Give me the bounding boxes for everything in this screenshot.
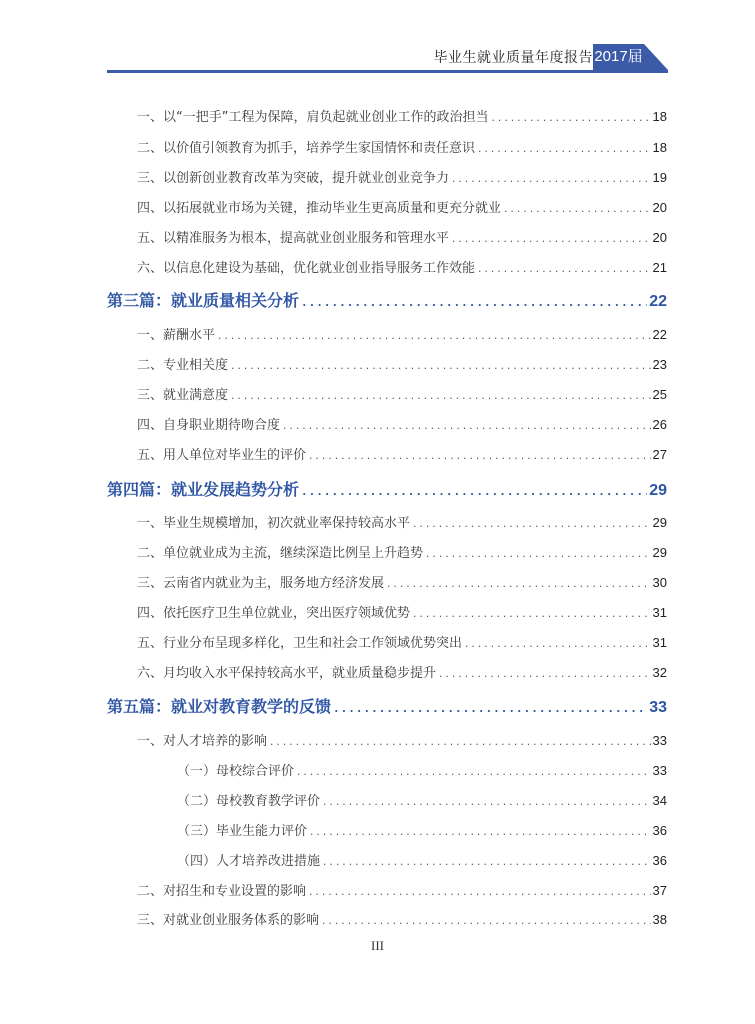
report-title: 毕业生就业质量年度报告 bbox=[433, 50, 593, 66]
toc-page-number[interactable]: 36 bbox=[652, 853, 667, 868]
toc-entry-title[interactable]: 三、以创新创业教育改革为突破，提升就业创业竞争力 bbox=[137, 171, 450, 186]
toc-page-number[interactable]: 37 bbox=[652, 883, 667, 898]
toc-entry bbox=[137, 137, 667, 156]
toc-entry-title[interactable]: （二）母校教育教学评价 bbox=[177, 794, 321, 809]
toc-page-number[interactable]: 20 bbox=[652, 200, 667, 215]
toc-leader-dots bbox=[230, 362, 651, 372]
toc-entry bbox=[137, 880, 667, 899]
toc-entry-title[interactable]: 一、以“一把手”工程为保障，肩负起就业创业工作的政治担当 bbox=[137, 110, 489, 125]
toc-leader-dots bbox=[296, 768, 651, 778]
toc-entry bbox=[137, 572, 667, 591]
toc-page-number[interactable]: 20 bbox=[652, 230, 667, 245]
toc-entry bbox=[137, 197, 667, 216]
toc-entry-title[interactable]: 一、毕业生规模增加，初次就业率保持较高水平 bbox=[137, 516, 411, 531]
toc-leader-dots bbox=[282, 422, 651, 432]
toc-leader-dots bbox=[451, 235, 651, 245]
toc-page-number[interactable]: 22 bbox=[652, 327, 667, 342]
toc-entry bbox=[137, 414, 667, 433]
toc-page-number[interactable]: 26 bbox=[652, 417, 667, 432]
toc-page-number[interactable]: 18 bbox=[652, 140, 667, 155]
toc-part-heading bbox=[107, 288, 667, 311]
toc-entry bbox=[137, 909, 667, 928]
toc-subentry bbox=[177, 760, 667, 779]
toc-entry-title[interactable]: 二、对招生和专业设置的影响 bbox=[137, 884, 307, 899]
toc-subentry bbox=[177, 850, 667, 869]
toc-leader-dots bbox=[322, 858, 651, 868]
toc-entry-title[interactable]: 第五篇：就业对教育教学的反馈 bbox=[107, 697, 332, 716]
toc-entry-title[interactable]: 三、云南省内就业为主，服务地方经济发展 bbox=[137, 576, 385, 591]
toc-entry bbox=[137, 257, 667, 276]
toc-entry-title[interactable]: 第三篇：就业质量相关分析 bbox=[107, 291, 300, 310]
toc-entry-title[interactable]: 三、对就业创业服务体系的影响 bbox=[137, 913, 320, 928]
toc-entry bbox=[137, 384, 667, 403]
toc-entry-title[interactable]: 四、以拓展就业市场为关键，推动毕业生更高质量和更充分就业 bbox=[137, 201, 502, 216]
toc-entry-title[interactable]: 四、自身职业期待吻合度 bbox=[137, 418, 281, 433]
toc-leader-dots bbox=[217, 332, 651, 342]
toc-leader-dots bbox=[438, 670, 651, 680]
toc-page-number[interactable]: 31 bbox=[652, 605, 667, 620]
toc-page-number[interactable]: 25 bbox=[652, 387, 667, 402]
page-number: III bbox=[371, 938, 384, 953]
toc-page-number[interactable]: 27 bbox=[652, 447, 667, 462]
toc-entry bbox=[137, 632, 667, 651]
year-badge: 2017届 bbox=[593, 44, 644, 70]
toc-page-number[interactable]: 36 bbox=[652, 823, 667, 838]
toc-leader-dots bbox=[464, 640, 651, 650]
toc-page-number[interactable]: 19 bbox=[652, 170, 667, 185]
toc-page-number[interactable]: 38 bbox=[652, 912, 667, 927]
toc-page-number[interactable]: 33 bbox=[652, 733, 667, 748]
toc-entry bbox=[137, 354, 667, 373]
toc-entry-title[interactable]: 一、薪酬水平 bbox=[137, 328, 216, 343]
toc-leader-dots bbox=[386, 580, 651, 590]
toc-subentry bbox=[177, 820, 667, 839]
toc-subentry bbox=[177, 790, 667, 809]
toc-part-heading bbox=[107, 477, 667, 500]
toc-page-number[interactable]: 32 bbox=[652, 665, 667, 680]
toc-page-number[interactable]: 30 bbox=[652, 575, 667, 590]
toc-leader-dots bbox=[333, 702, 647, 715]
toc-leader-dots bbox=[425, 550, 651, 560]
toc-entry-title[interactable]: （三）毕业生能力评价 bbox=[177, 824, 308, 839]
toc-part-heading bbox=[107, 694, 667, 717]
header-triangle-decoration bbox=[644, 44, 668, 70]
toc-entry-title[interactable]: 二、专业相关度 bbox=[137, 358, 229, 373]
toc-entry bbox=[137, 324, 667, 343]
toc-page-number[interactable]: 29 bbox=[652, 545, 667, 560]
toc-leader-dots bbox=[301, 485, 647, 498]
toc-page-number[interactable]: 29 bbox=[649, 482, 667, 499]
toc-leader-dots bbox=[308, 452, 651, 462]
toc-leader-dots bbox=[451, 175, 651, 185]
toc-entry-title[interactable]: 六、月均收入水平保持较高水平，就业质量稳步提升 bbox=[137, 666, 437, 681]
toc-entry-title[interactable]: 四、依托医疗卫生单位就业，突出医疗领域优势 bbox=[137, 606, 411, 621]
toc-entry bbox=[137, 512, 667, 531]
toc-page-number[interactable]: 33 bbox=[652, 763, 667, 778]
toc-entry bbox=[137, 227, 667, 246]
toc-leader-dots bbox=[412, 610, 651, 620]
header-rule bbox=[107, 70, 668, 73]
toc-page-number[interactable]: 18 bbox=[652, 109, 667, 124]
toc-leader-dots bbox=[230, 392, 651, 402]
toc-page-number[interactable]: 29 bbox=[652, 515, 667, 530]
toc-page-number[interactable]: 33 bbox=[649, 699, 667, 716]
toc-entry bbox=[137, 444, 667, 463]
toc-entry bbox=[137, 662, 667, 681]
toc-leader-dots bbox=[412, 520, 651, 530]
toc-entry bbox=[137, 602, 667, 621]
toc-page-number[interactable]: 34 bbox=[652, 793, 667, 808]
toc-leader-dots bbox=[308, 888, 651, 898]
toc-entry bbox=[137, 730, 667, 749]
toc-entry bbox=[137, 542, 667, 561]
toc-page-number[interactable]: 22 bbox=[649, 293, 667, 310]
toc-entry-title[interactable]: 六、以信息化建设为基础，优化就业创业指导服务工作效能 bbox=[137, 261, 476, 276]
toc-leader-dots bbox=[321, 917, 651, 927]
toc-page-number[interactable]: 21 bbox=[652, 260, 667, 275]
toc-leader-dots bbox=[309, 828, 651, 838]
toc-entry-title[interactable]: 一、对人才培养的影响 bbox=[137, 734, 268, 749]
toc-page-number[interactable]: 23 bbox=[652, 357, 667, 372]
toc-page-number[interactable]: 31 bbox=[652, 635, 667, 650]
toc-entry bbox=[137, 167, 667, 186]
toc-leader-dots bbox=[322, 798, 651, 808]
toc-entry-title[interactable]: 三、就业满意度 bbox=[137, 388, 229, 403]
toc-entry-title[interactable]: 五、用人单位对毕业生的评价 bbox=[137, 448, 307, 463]
toc-leader-dots bbox=[301, 296, 647, 309]
toc-entry-title[interactable]: 五、行业分布呈现多样化，卫生和社会工作领域优势突出 bbox=[137, 636, 463, 651]
toc-entry-title[interactable]: 五、以精准服务为根本，提高就业创业服务和管理水平 bbox=[137, 231, 450, 246]
toc-leader-dots bbox=[503, 205, 651, 215]
toc-leader-dots bbox=[269, 738, 651, 748]
toc-entry-title[interactable]: （四）人才培养改进措施 bbox=[177, 854, 321, 869]
toc-leader-dots bbox=[490, 114, 650, 124]
toc-entry-title[interactable]: 二、单位就业成为主流，继续深造比例呈上升趋势 bbox=[137, 546, 424, 561]
toc-entry-title[interactable]: 二、以价值引领教育为抓手，培养学生家国情怀和责任意识 bbox=[137, 141, 476, 156]
toc-leader-dots bbox=[477, 145, 651, 155]
toc-entry-title[interactable]: （一）母校综合评价 bbox=[177, 764, 295, 779]
toc-entry bbox=[137, 106, 667, 125]
toc-entry-title[interactable]: 第四篇：就业发展趋势分析 bbox=[107, 480, 300, 499]
toc-leader-dots bbox=[477, 265, 651, 275]
